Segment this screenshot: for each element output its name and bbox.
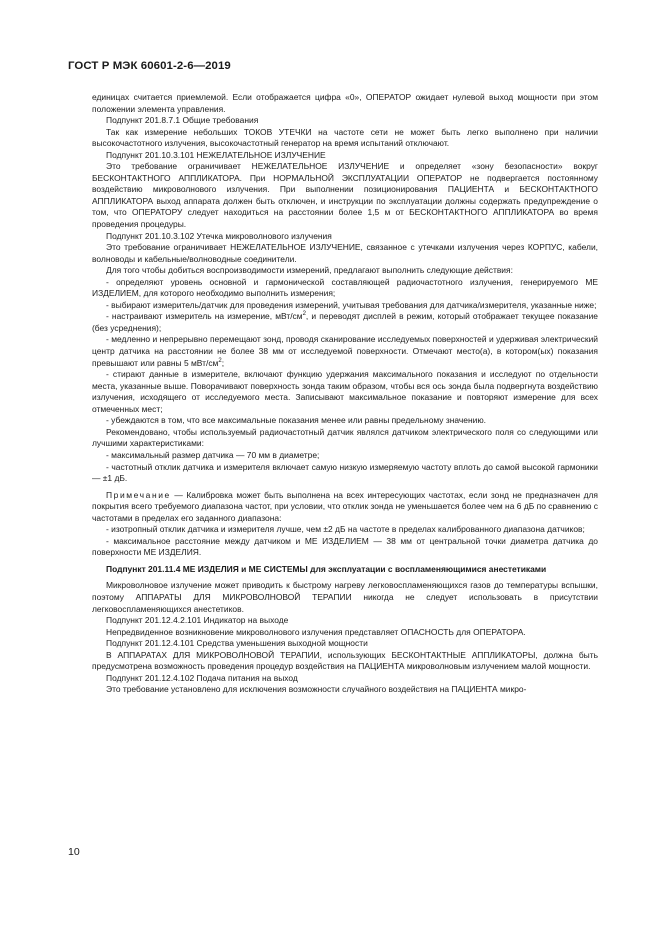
note-label: Примечание: [106, 489, 171, 500]
paragraph: единицах считается приемлемой. Если отображается цифра «0», ОПЕРАТОР ожидает нулевой выход мощности при этом положении элемента управления.: [92, 92, 598, 114]
paragraph: Рекомендовано, чтобы используемый радиочастотный датчик являлся датчиком электрического поля со следующими или лучшими характеристиками:: [92, 426, 598, 449]
document-body: [92, 92, 598, 696]
subclause-heading: Подпункт 201.11.4 МЕ ИЗДЕЛИЯ и МЕ СИСТЕМЫ для эксплуатации с воспламеняющимися анестетиками: [106, 563, 547, 574]
list-item: - стирают данные в измерителе, включают функцию удержания максимального показания и исследуют по отдельности места, указанные выше. Поворачивают поверхность зонда таким образом, чтобы вся ось зонда была подвергнута воздействию излучения, исходящего от исследуемого места. Записывают максимальное показание и повторяют измерение для всех отмеченных мест;: [92, 369, 598, 414]
list-item: - максимальное расстояние между датчиком и МЕ ИЗДЕЛИЕМ — 38 мм от центральной точки диаметра датчика до поверхности МЕ ИЗДЕЛИЯ.: [92, 535, 598, 558]
subclause-title: Подпункт 201.10.3.102 Утечка микроволнового излучения: [106, 230, 332, 241]
page-number: 10: [68, 846, 80, 858]
subclause-title: Подпункт 201.12.4.101 Средства уменьшения выходной мощности: [106, 638, 368, 649]
list-item: - выбирают измеритель/датчик для проведения измерений, учитывая требования для датчика/измерителя, указанные ниже;: [106, 299, 597, 310]
note-text: — Калибровка может быть выполнена на всех интересующих частотах, если зонд не предназначен для покрытия всего требуемого диапазона частот, при условии, что отклик зонда не уменьшается более чем на 6 дБ по сравнению с частотами в пределах его заданного диапазона:: [92, 489, 598, 523]
subclause-title: Подпункт 201.12.4.102 Подача питания на выход: [106, 672, 298, 683]
superscript: 2: [302, 311, 306, 318]
list-item: - частотный отклик датчика и измерителя включает самую низкую измеряемую частоту вплоть до самой высокой гармоники — ±1 дБ.: [92, 461, 598, 484]
subclause-title: Подпункт 201.8.7.1 Общие требования: [106, 115, 259, 126]
paragraph: Для того чтобы добиться воспроизводимости измерений, предлагают выполнить следующие действия:: [106, 265, 513, 276]
document-header: ГОСТ Р МЭК 60601-2-6—2019: [68, 60, 231, 72]
superscript: 2: [218, 357, 222, 364]
subclause-title: Подпункт 201.12.4.2.101 Индикатор на выходе: [106, 615, 289, 626]
list-item: - максимальный размер датчика — 70 мм в диаметре;: [106, 449, 320, 460]
subclause-title: Подпункт 201.10.3.101 НЕЖЕЛАТЕЛЬНОЕ ИЗЛУЧЕНИЕ: [106, 149, 326, 160]
list-item: [92, 334, 598, 369]
paragraph: Непредвиденное возникновение микроволнового излучения представляет ОПАСНОСТЬ для ОПЕРАТОРА.: [106, 626, 526, 637]
paragraph: Микроволновое излучение может приводить к быстрому нагреву легковоспламеняющихся газов до температуры вспышки, поэтому АППАРАТЫ ДЛЯ МИКРОВОЛНОВОЙ ТЕРАПИИ никогда не следует использовать в присутствии легковоспламеняющихся анестетиков.: [92, 580, 598, 614]
list-item: [92, 311, 598, 334]
list-item: - изотропный отклик датчика и измерителя лучше, чем ±2 дБ на частоте в пределах калиброванного диапазона датчиков;: [106, 524, 585, 535]
paragraph: Это требование ограничивает НЕЖЕЛАТЕЛЬНОЕ ИЗЛУЧЕНИЕ и определяет «зону безопасности» вокруг БЕСКОНТАКТНОГО АППЛИКАТОРА. При НОРМАЛЬНОЙ ЭКСПЛУАТАЦИИ ОПЕРАТОР не подвергается постоянному воздействию микроволнового излучения. При выполнении позиционирования ПАЦИЕНТА и БЕСКОНТАКТНОГО АППЛИКАТОРА выход аппарата должен быть отключен, и инструкции по эксплуатации должны содержать предупреждение о том, что ОПЕРАТОРУ следует находиться на расстоянии более 1,5 м от БЕСКОНТАКТНОГО АППЛИКАТОРА во время проведения процедуры.: [92, 161, 598, 230]
list-item: - убеждаются в том, что все максимальные показания менее или равны предельному значению.: [106, 415, 487, 426]
list-item: - определяют уровень основной и гармонической составляющей радиочастотного излучения, генерируемого МЕ ИЗДЕЛИЕМ, для которого необходимо выполнить измерения;: [92, 276, 598, 299]
paragraph: Это требование установлено для исключения возможности случайного воздействия на ПАЦИЕНТА микро-: [106, 684, 527, 695]
note: [92, 490, 598, 525]
list-item-text: - медленно и непрерывно перемещают зонд, проводя сканирование исследуемых поверхностей и удерживая электрический центр датчика на расстоянии не более 38 мм от исследуемой поверхности. Отмечают место(а), в котором(ых) показания превышают или равны 5 мВт/см: [92, 334, 598, 368]
list-item-text: - настраивают измеритель на измерение, мВт/см: [106, 311, 303, 322]
paragraph: Это требование ограничивает НЕЖЕЛАТЕЛЬНОЕ ИЗЛУЧЕНИЕ, связанное с утечками излучения через КОРПУС, кабели, волноводы и кабельные/волноводные соединители.: [92, 242, 598, 264]
paragraph: В АППАРАТАХ ДЛЯ МИКРОВОЛНОВОЙ ТЕРАПИИ, использующих БЕСКОНТАКТНЫЕ АППЛИКАТОРЫ, должна быть предусмотрена возможность проведения процедур воздействия на ПАЦИЕНТА микроволновым излучением малой мощности.: [92, 649, 598, 672]
list-item-text: , и переводят дисплей в режим, который отображает текущее показание (без усреднения);: [92, 311, 599, 333]
list-item-text: ;: [221, 357, 225, 368]
paragraph: Так как измерение небольших ТОКОВ УТЕЧКИ на частоте сети не может быть легко выполнено при наличии высокочастотного излучения, высокочастотный генератор на время испытаний отключают.: [92, 126, 598, 149]
